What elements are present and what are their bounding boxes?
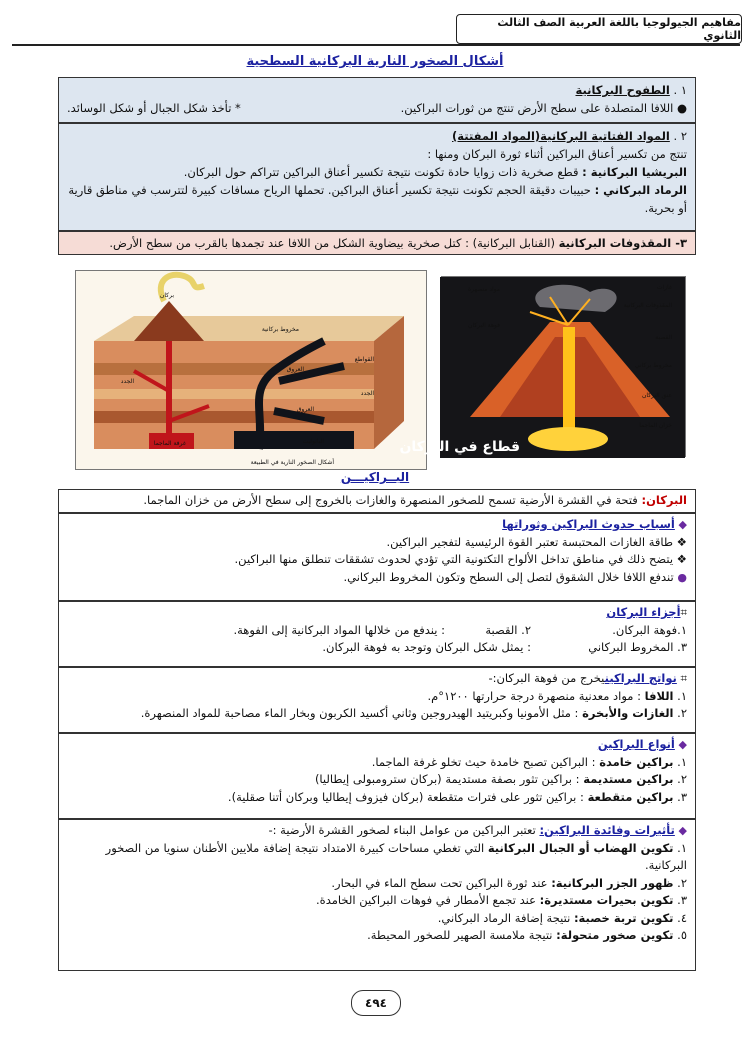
- effect-item: [67, 840, 687, 875]
- causes-box: [58, 513, 696, 601]
- page-title: أشكال الصخور النارية البركانية السطحية: [246, 54, 504, 69]
- part-cone: ٣. المخروط البركاني: [588, 640, 687, 654]
- item-label: اللافا: [644, 688, 674, 703]
- igneous-forms-diagram: [74, 271, 426, 471]
- label-pipe: القصبة: [655, 334, 672, 341]
- item-label: تكوين بحيرات مستديرة:: [539, 893, 674, 907]
- item-num: ١.: [677, 754, 687, 769]
- label-crater: فوهة البركان: [468, 322, 500, 329]
- item-text: نتيجة ملامسة الصهير للصخور المحيطة.: [367, 928, 553, 942]
- item-text: : مواد معدنية منصهرة درجة حرارتها ١٢٠٠°م.: [427, 688, 641, 703]
- item-num: ٢.: [677, 706, 687, 720]
- item-num: ٣.: [677, 893, 687, 907]
- product-item: [67, 688, 687, 706]
- ash-line: [67, 181, 687, 217]
- volcanoes-title: البــراكيـــن: [340, 470, 410, 484]
- label-dikes-2: العروق: [296, 406, 314, 413]
- label-dikes: العروق: [286, 366, 304, 373]
- item-num: ٥.: [677, 928, 687, 942]
- types-title: أنواع البراكين: [597, 737, 675, 751]
- item-label: تكوين الهضاب أو الجبال البركانية: [487, 840, 674, 855]
- part-crater: ١.فوهة البركان.: [612, 622, 687, 637]
- cause-item: ❖ يتضح ذلك في مناطق تداخل الألواح التكتونية التي تؤدي لحدوث تشققات تنطلق منها البراكين.: [234, 552, 687, 566]
- item-text: نتيجة إضافة الرماد البركاني.: [437, 910, 571, 925]
- item-text: عند ثورة البراكين تحت سطح الماء في البحار.: [331, 875, 548, 890]
- label-cone: مخروط بركانية: [261, 326, 299, 333]
- label-ejecta: المقذوفات البركانية: [623, 302, 672, 309]
- item-text: : مثل الأمونيا وكبريتيد الهيدروجين وثاني أكسيد الكربون وبخار الماء مصاحبة للمواد المنصهرة.: [140, 706, 579, 720]
- effect-item: [67, 927, 687, 945]
- label-volcano: بركان: [159, 292, 174, 299]
- page-number-text: ٤٩٤: [365, 996, 387, 1010]
- section-pyroclastic: [58, 123, 696, 231]
- label-gases: غازات: [656, 284, 672, 291]
- type-item: [67, 771, 687, 789]
- item-label: براكين خامدة: [599, 754, 674, 769]
- products-title: نواتج البراكين: [604, 671, 677, 685]
- section-title: المواد الفتاتية البركانية(المواد المفتتة): [452, 129, 670, 143]
- products-box: [58, 667, 696, 733]
- type-item: [67, 754, 687, 772]
- item-label: ظهور الجزر البركانية:: [551, 875, 674, 890]
- item-num: ٢.: [677, 875, 687, 890]
- label-molten: مواد منصهرة: [467, 286, 500, 293]
- products-suffix: يخرج من فوهة البركان:-: [488, 671, 605, 685]
- header-rule: [12, 44, 740, 46]
- cause-item: [67, 569, 687, 587]
- cause-text: يتضح ذلك في مناطق تداخل الألواح التكتونية التي تؤدي لحدوث تشققات تنطلق منها البراكين.: [234, 552, 674, 566]
- definition-box: [58, 489, 696, 513]
- item-num: ٢.: [677, 772, 687, 786]
- header-title: مفاهيم الجيولوجيا باللغة العربية الصف الثالث الثانوي: [497, 16, 741, 42]
- section-bombs: [58, 231, 696, 255]
- page-header: [456, 14, 742, 44]
- volcano-section-diagram: [399, 277, 685, 458]
- volcano-section-figure: [399, 276, 686, 457]
- parts-row-2: [67, 639, 687, 657]
- effects-title: تأثيرات وفائدة البراكين:: [539, 823, 675, 837]
- item-num: ٣.: [677, 789, 687, 804]
- label-batholith: الباثوليت: [302, 438, 324, 445]
- causes-title: أسباب حدوث البراكين وثوراتها: [502, 517, 675, 531]
- part-pipe: ٢. القصبة: [485, 622, 531, 637]
- effects-box: [58, 819, 696, 971]
- ash-text: حبيبات دقيقة الحجم تكونت نتيجة تكسير أعناق البراكين. تحملها الرياح مسافات كبيرة لتترسب في مناطق قارية أو بحرية.: [68, 183, 687, 215]
- part-cone-desc: : يمثل شكل البركان وتوجد به فوهة البركان.: [322, 640, 531, 654]
- label-cone: مخروط بركاني: [634, 362, 672, 369]
- label-magma-chamber: غرفة الماجما: [153, 440, 186, 447]
- item-text: التي تغطي مساحات كبيرة الامتداد نتيجة إضافة ملايين الأطنان سنويا من الصخور البركانية.: [105, 840, 687, 872]
- breccia-label: البريشيا البركانية :: [582, 165, 687, 179]
- lava-text: اللافا المتصلدة على سطح الأرض تنتج من ثورات البراكين.: [400, 101, 674, 115]
- effects-suffix: تعتبر البراكين من عوامل البناء لصخور القشرة الأرضية :-: [268, 823, 536, 837]
- item-label: تكوين صخور متحولة:: [556, 928, 674, 942]
- breccia-text: قطع صخرية ذات زوايا حادة تكونت نتيجة تكسير أعناق البراكين تتراكم حول البركان.: [183, 165, 579, 179]
- volcanoes-heading: [0, 470, 750, 484]
- ash-label: الرماد البركاني :: [594, 183, 687, 197]
- item-text: : براكين تثور بصفة مستديمة (بركان سترومبولى إيطاليا): [314, 772, 580, 786]
- item-num: ٤.: [677, 910, 687, 925]
- breccia-line: [67, 163, 687, 181]
- diamond-icon: ◆: [678, 738, 687, 751]
- product-item: [67, 705, 687, 723]
- bullet-icon: ●: [677, 570, 687, 584]
- section-title: ٣- المقذوفات البركانية: [558, 236, 687, 250]
- section-number: ٢ .: [673, 129, 687, 143]
- bombs-text: : كتل صخرية بيضاوية الشكل من اللافا عند تجمدها بالقرب من سطح الأرض.: [109, 236, 469, 250]
- cause-item: ❖ طاقة الغازات المحتبسة تعتبر القوة الرئيسية لتفجير البراكين.: [386, 534, 687, 549]
- item-num: ١.: [677, 688, 687, 703]
- figure-title: قطاع في البركان: [399, 439, 520, 455]
- diamond-icon: ◆: [678, 824, 687, 837]
- item-num: ١.: [677, 840, 687, 855]
- definition-text: فتحة في القشرة الأرضية تسمح للصخور المنصهرة والغازات بالخروج إلى سطح الأرض من خزان الماجما.: [143, 493, 638, 507]
- pyroclastic-intro: تنتج من تكسير أعناق البراكين أثناء ثورة البركان ومنها :: [427, 147, 687, 161]
- parts-row-1: [67, 622, 687, 640]
- figure-caption: أشكال الصخور النارية في الطبيعة: [250, 459, 334, 466]
- item-label: براكين متقطعة: [587, 789, 674, 804]
- label-reservoir: خزان الماجما: [639, 422, 672, 429]
- cause-text: طاقة الغازات المحتبسة تعتبر القوة الرئيسية لتفجير البراكين.: [386, 534, 674, 549]
- label-sills-2: الجدد: [360, 390, 374, 397]
- effect-item: [67, 875, 687, 893]
- effect-item: [67, 910, 687, 928]
- item-text: : البراكين تصبح خامدة حيث تخلو غرفة الماجما.: [371, 754, 596, 769]
- item-label: براكين مستديمة: [583, 772, 674, 786]
- effect-item: [67, 892, 687, 910]
- diamond-icon: ◆: [678, 518, 687, 531]
- type-item: [67, 789, 687, 807]
- section-number: ١ .: [673, 83, 687, 97]
- section-title: الطفوح البركانية: [575, 83, 670, 97]
- definition-term: البركان:: [641, 493, 687, 507]
- label-neck: عنق البركان: [641, 392, 672, 399]
- section-lava-flows: [58, 77, 696, 123]
- hash-icon: ⌗: [680, 671, 687, 685]
- bullet-text: ● اللافا المتصلدة على سطح الأرض تنتج من ثورات البراكين.: [400, 101, 687, 115]
- parts-title: أجزاء البركان: [606, 605, 681, 619]
- types-box: [58, 733, 696, 819]
- part-pipe-desc: : يندفع من خلالها المواد البركانية إلى الفوهة.: [233, 622, 445, 637]
- page-number: [351, 990, 401, 1016]
- cause-text: تندفع اللافا خلال الشقوق لتصل إلى السطح وتكون المخروط البركاني.: [343, 569, 674, 584]
- label-sills: الجدد: [120, 378, 134, 385]
- item-text: : براكين تثور على فترات متقطعة (بركان فيزوف إيطاليا وبركان أتنا صقلية).: [227, 789, 584, 804]
- lava-note: * تأخذ شكل الجبال أو شكل الوسائد.: [67, 101, 241, 115]
- item-label: تكوين تربة خصبة:: [573, 910, 674, 925]
- parts-box: [58, 601, 696, 667]
- igneous-forms-figure: [75, 270, 427, 470]
- hash-icon: ⌗: [680, 605, 687, 619]
- item-label: الغازات والأبخرة: [582, 706, 674, 720]
- label-laccolith: القواطع: [354, 356, 374, 363]
- item-text: عند تجمع الأمطار في فوهات البراكين الخامدة.: [316, 893, 536, 907]
- bombs-paren: (القنابل البركانية): [472, 236, 555, 250]
